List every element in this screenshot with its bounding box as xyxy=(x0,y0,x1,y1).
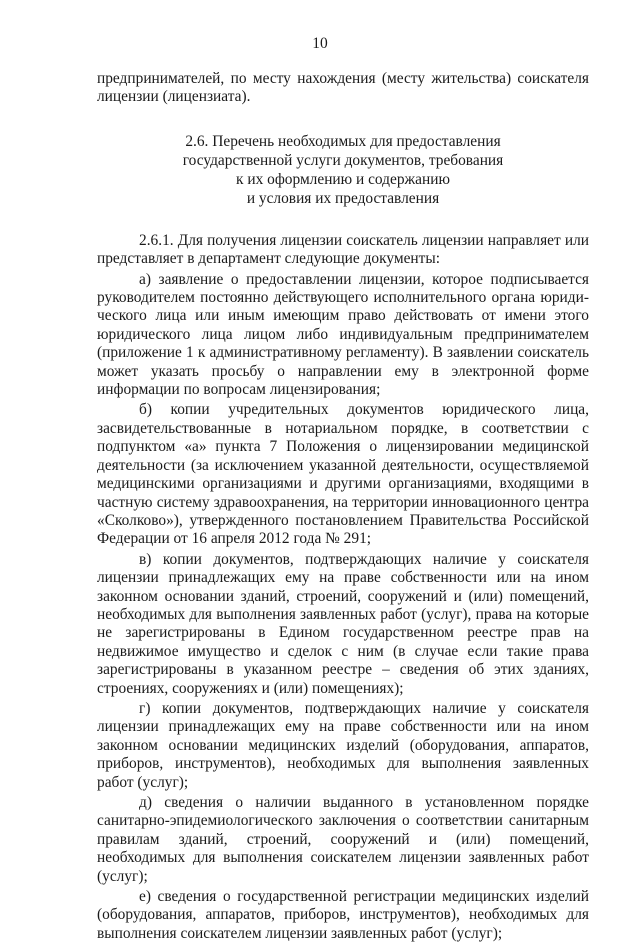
list-item-v: в) копии документов, подтверждающих наличие у соискателя лицензии принадлежащих ему на праве собственности или на ином законном основании зданий, строений, сооружений и (или) помещений, необходимых для выполнения заявленных работ (услуг), права на которые не зарегистрированы в Едином государственном реестре прав на недвижимое имущество и сделок с ним (в случае если такие права зарегистрированы в указанном реестре – сведения об этих зданиях, строениях, сооружениях и (или) помещениях); xyxy=(97,550,589,697)
list-item-d: д) сведения о наличии выданного в установленном порядке санитарно-эпидемиологического заключения о соответствии санитарным правилам зданий, строений, сооружений и (или) помещений, необходимых для выполнения соискателем лицензии заявленных работ (услуг); xyxy=(97,794,589,885)
list-item-e: е) сведения о государственной регистрации медицинских изделий (оборудования, аппаратов, приборов, инструментов), необходимых для выполнения соискателем лицензии заявленных работ (услуг); xyxy=(97,888,589,942)
list-item-b: б) копии учредительных документов юридического лица, засвидетельствованные в нотариальном порядке, в соответствии с подпунктом «а» пункта 7 Положения о лицензировании медицинской деятельности (за исключением указанной деятельности, осуществляемой медицинскими организациями и другими организациями, входящими в частную систему здравоохранения, на территории инновационного центра «Сколково»), утвержденного постановлением Правительства Российской Федерации от 16 апреля 2012 года № 291; xyxy=(97,401,589,548)
section-heading-line: 2.6. Перечень необходимых для предоставления xyxy=(185,132,501,150)
list-item-g: г) копии документов, подтверждающих наличие у соискателя лицензии принадлежащих ему на праве собственности или на ином законном основании медицинских изделий (оборудования, аппаратов, приборов, инструментов), необходимых для выполнения заявленных работ (услуг); xyxy=(97,699,589,791)
intro-paragraph: предпринимателей, по месту нахождения (месту жительства) соискателя лицензии (лицензиата). xyxy=(97,70,589,106)
paragraph-2-6-1: 2.6.1. Для получения лицензии соискатель лицензии направляет или представляет в департамент следующие документы: xyxy=(97,231,589,268)
list-item-a: а) заявление о предоставлении лицензии, которое подписывается руководителем постоянно действующего исполнительного органа юридического лица или иным имеющим право действовать от имени этого юридического лица лицом либо индивидуальным предпринимателем (приложение 1 к административному регламенту). В заявлении соискатель может указать просьбу о направлении ему в электронной форме информации по вопросам лицензирования; xyxy=(97,270,589,399)
section-heading-line: государственной услуги документов, требования xyxy=(182,151,504,169)
document-body xyxy=(97,70,589,943)
page-number: 10 xyxy=(312,35,328,52)
section-heading-line: и условия их предоставления xyxy=(246,189,440,207)
section-heading xyxy=(97,132,589,208)
section-heading-line: к их оформлению и содержанию xyxy=(236,170,450,188)
